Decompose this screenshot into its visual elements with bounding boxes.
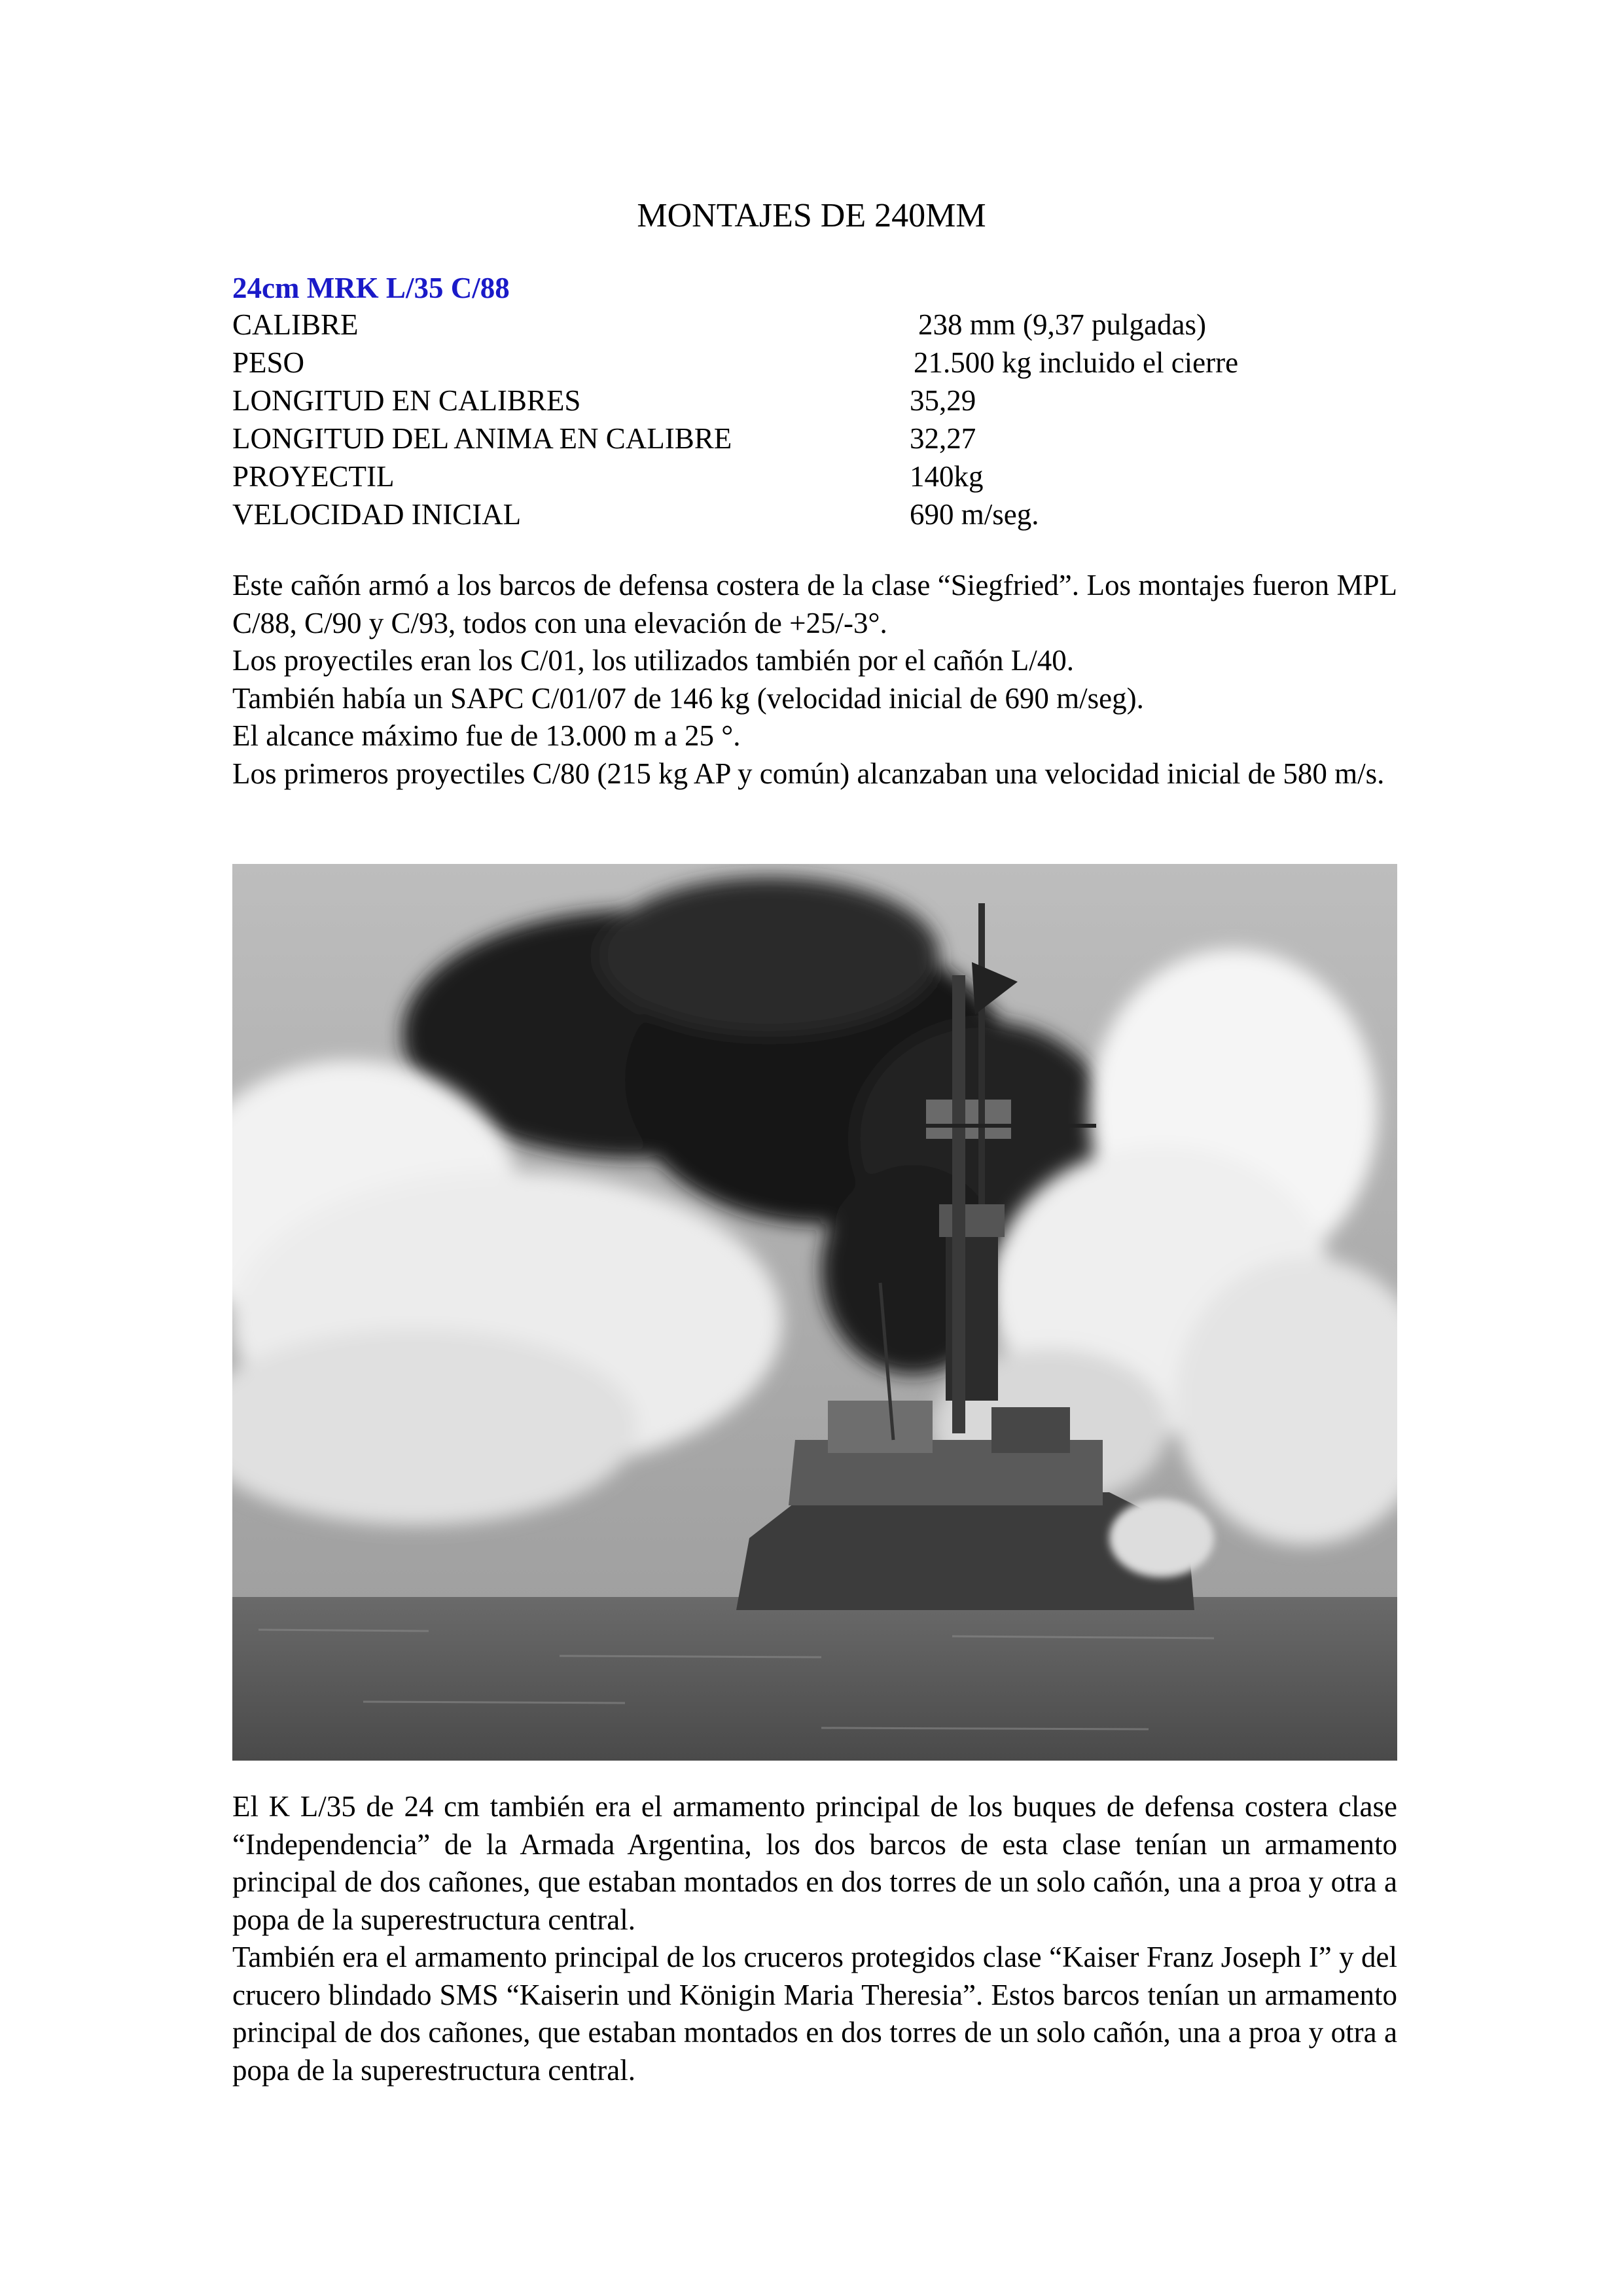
spec-value-velocidad: 690 m/seg. [910, 498, 1039, 531]
spec-value-longitud-anima: 32,27 [910, 422, 976, 455]
intro-paragraph: Este cañón armó a los barcos de defensa costera de la clase “Siegfried”. Los montajes fueron MPL C/88, C/90 y C/93, todos con una elevación de +25/-3°. [232, 569, 1397, 639]
gun-name-heading: 24cm MRK L/35 C/88 [232, 272, 510, 304]
spec-label-calibre: CALIBRE [232, 308, 359, 341]
spec-label-velocidad: VELOCIDAD INICIAL [232, 498, 522, 531]
intro-paragraph: Los primeros proyectiles C/80 (215 kg AP y común) alcanzaban una velocidad inicial de 580 m/s. [232, 757, 1385, 790]
closing-text-block [232, 1788, 1397, 2089]
intro-paragraph: El alcance máximo fue de 13.000 m a 25 °. [232, 719, 741, 752]
intro-paragraph: También había un SAPC C/01/07 de 146 kg (velocidad inicial de 690 m/seg). [232, 681, 1144, 715]
spec-label-peso: PESO [232, 346, 305, 379]
spec-value-proyectil: 140kg [910, 460, 984, 493]
spec-value-peso: 21.500 kg incluido el cierre [914, 346, 1239, 379]
closing-paragraph: También era el armamento principal de los cruceros protegidos clase “Kaiser Franz Joseph I” y del crucero blindado SMS “Kaiserin und Königin Maria Theresia”. Estos barcos tenían un armamento principal de dos cañones, que estaban montados en dos torres de un solo cañón, una a proa y otra a popa de la superestructura central. [232, 1941, 1397, 2087]
closing-paragraph: El K L/35 de 24 cm también era el armamento principal de los buques de defensa costera clase “Independencia” de la Armada Argentina, los dos barcos de esta clase tenían un armamento principal de dos cañones, que estaban montados en dos torres de un solo cañón, una a proa y otra a popa de la superestructura central. [232, 1790, 1397, 1936]
spec-value-calibre: 238 mm (9,37 pulgadas) [918, 308, 1206, 341]
page-title: MONTAJES DE 240MM [637, 197, 986, 234]
spec-value-longitud-calibres: 35,29 [910, 384, 976, 417]
spec-label-proyectil: PROYECTIL [232, 460, 395, 493]
spec-label-longitud-anima: LONGITUD DEL ANIMA EN CALIBRE [232, 422, 732, 455]
spec-label-longitud-calibres: LONGITUD EN CALIBRES [232, 384, 581, 417]
intro-paragraph: Los proyectiles eran los C/01, los utilizados también por el cañón L/40. [232, 644, 1074, 677]
intro-text-block [232, 567, 1397, 793]
warship-firing-photo [232, 864, 1397, 1761]
warship-illustration [232, 864, 1397, 1761]
